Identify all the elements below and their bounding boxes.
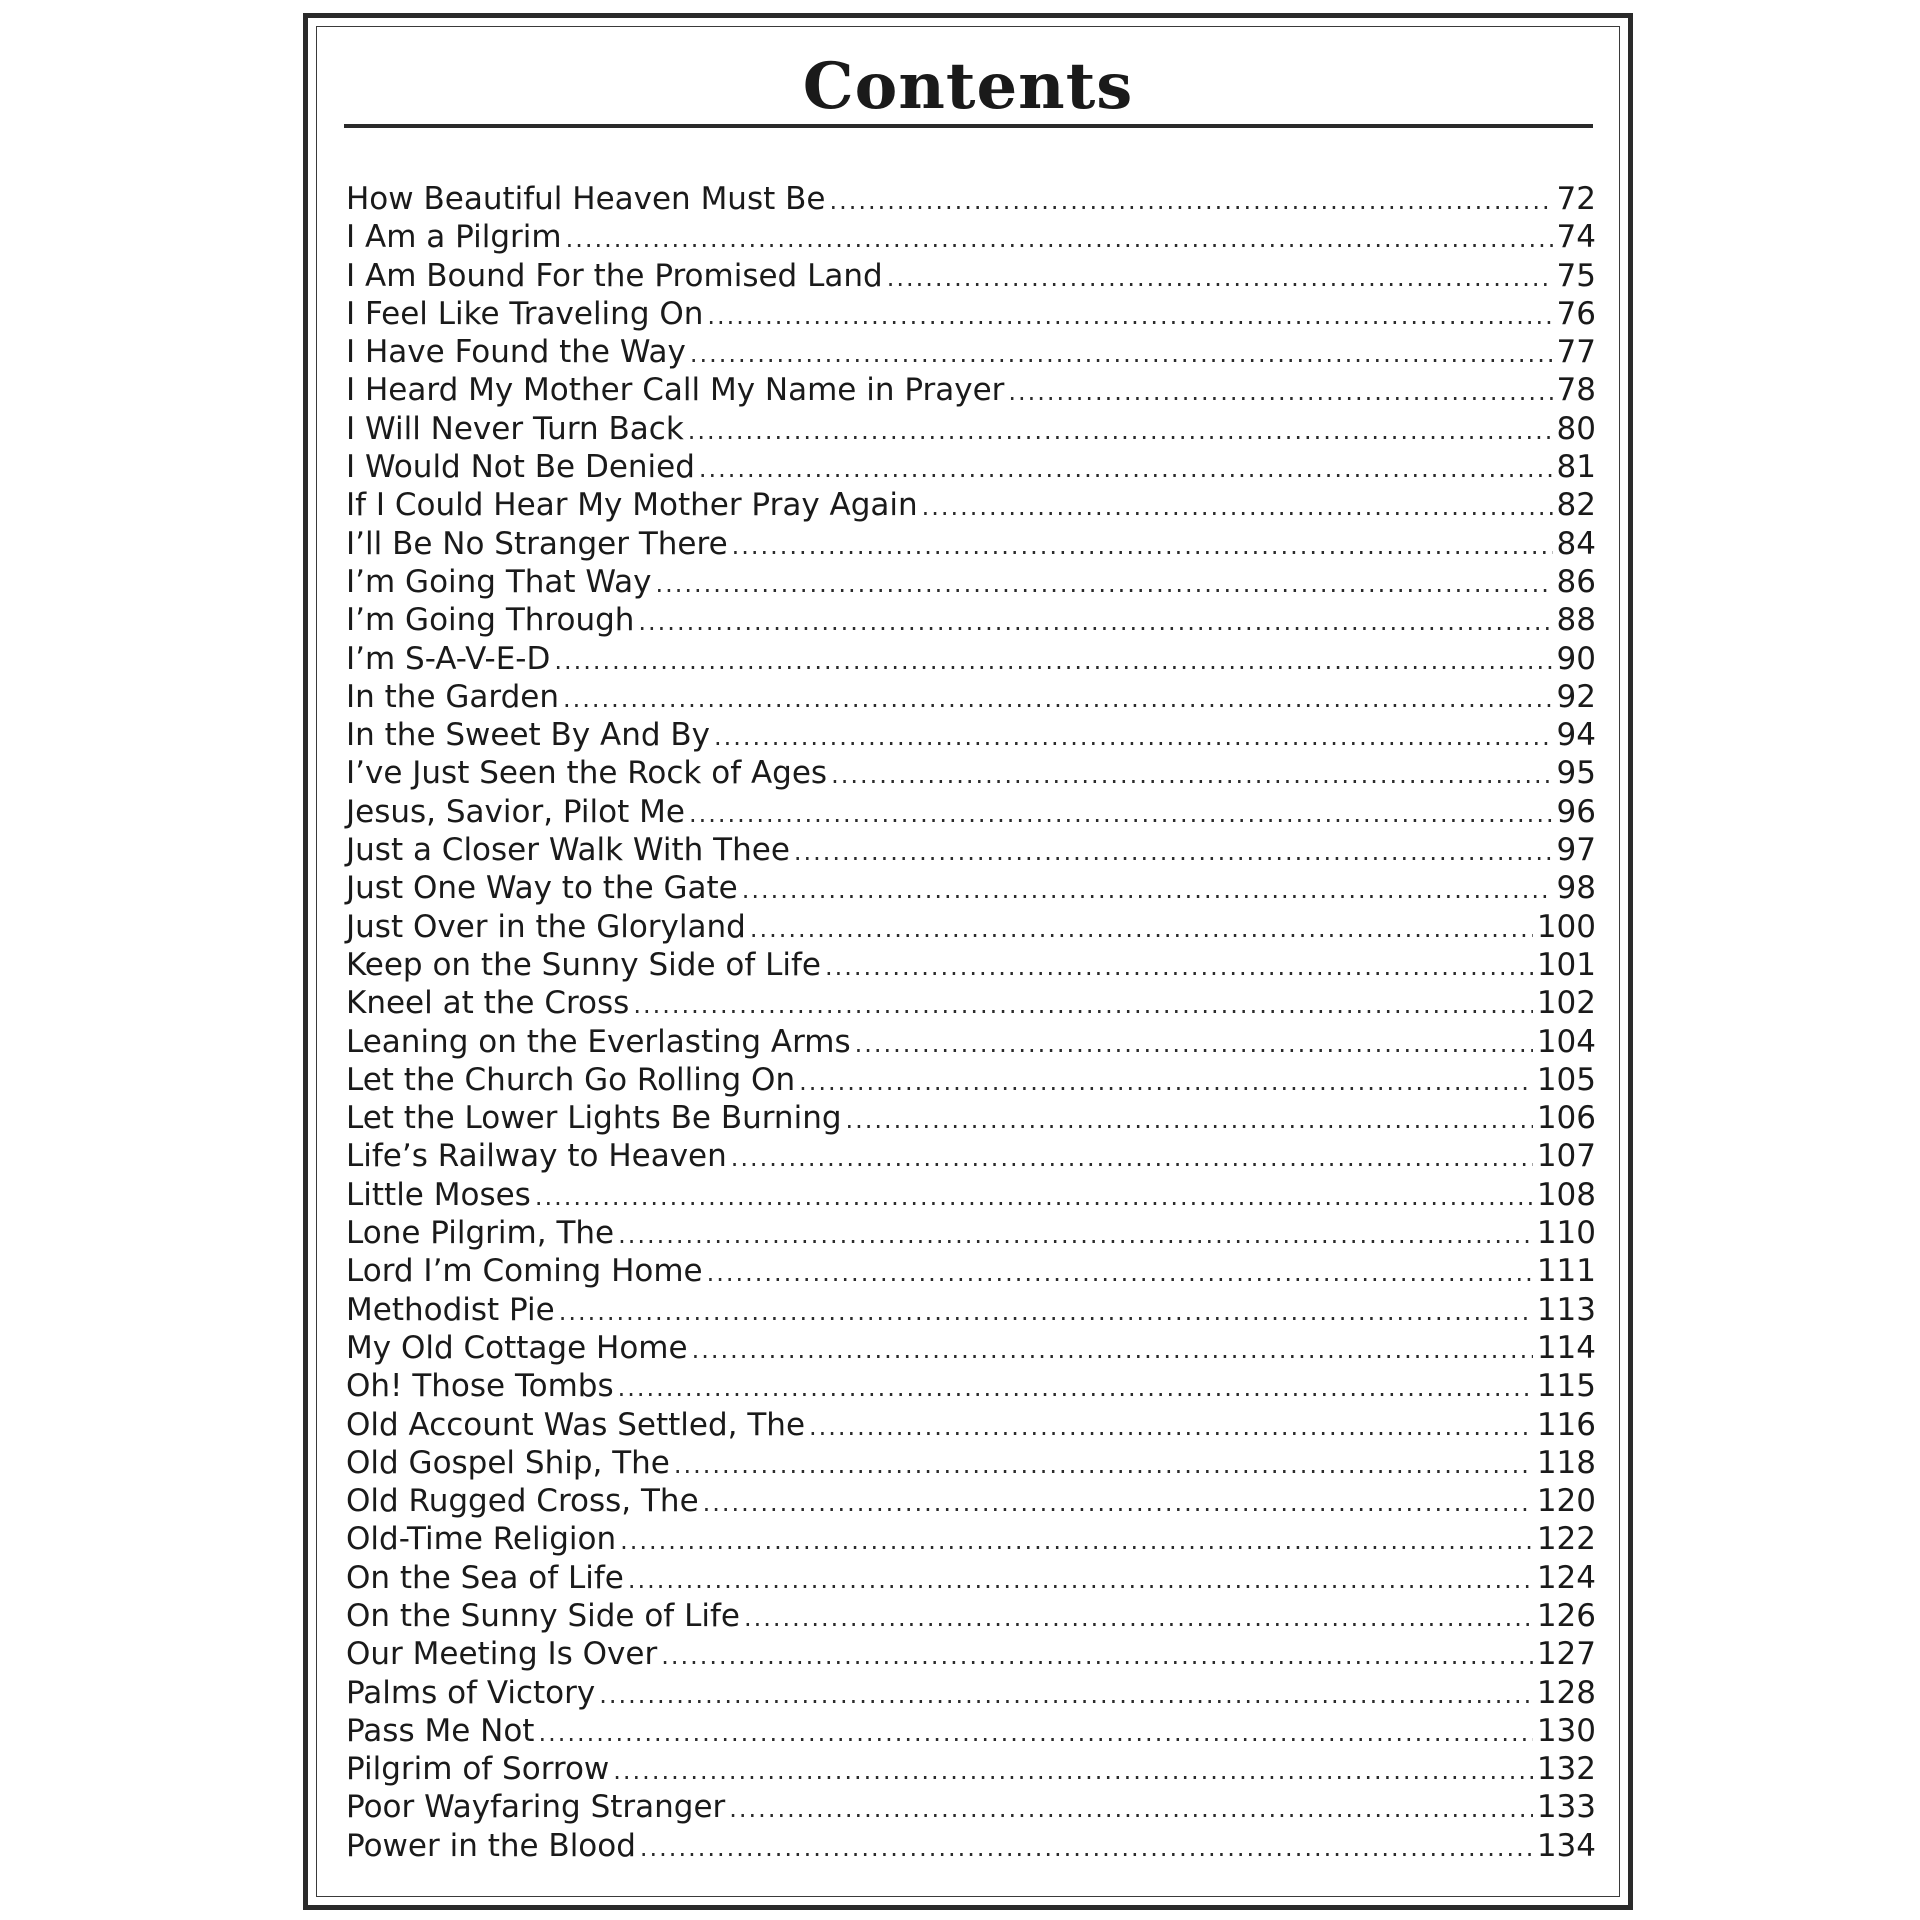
contents-entry: [346, 448, 1596, 486]
entry-page-number: 88: [1556, 602, 1596, 639]
dot-leader: [829, 182, 1552, 220]
entry-title: I’m Going That Way: [346, 563, 652, 600]
entry-title: I Am Bound For the Promised Land: [346, 257, 883, 294]
contents-entry: [346, 908, 1596, 946]
entry-title: Jesus, Savior, Pilot Me: [346, 793, 685, 830]
entry-page-number: 90: [1556, 640, 1596, 677]
entry-title: Keep on the Sunny Side of Life: [346, 946, 821, 983]
dot-leader: [922, 488, 1553, 526]
entry-title: My Old Cottage Home: [346, 1329, 688, 1366]
entry-page-number: 113: [1536, 1291, 1596, 1328]
contents-entry: [346, 295, 1596, 333]
dot-leader: [688, 412, 1553, 450]
dot-leader: [628, 1561, 1533, 1599]
contents-entry: [346, 257, 1596, 295]
contents-entry: [346, 601, 1596, 639]
dot-leader: [554, 642, 1552, 680]
dot-leader: [620, 1522, 1533, 1560]
entry-title: Let the Church Go Rolling On: [346, 1061, 796, 1098]
entry-title: Pass Me Not: [346, 1712, 535, 1749]
entry-title: Leaning on the Everlasting Arms: [346, 1023, 851, 1060]
entry-page-number: 120: [1536, 1483, 1596, 1520]
dot-leader: [732, 527, 1553, 565]
entry-title: Oh! Those Tombs: [346, 1368, 614, 1405]
entry-title: I Will Never Turn Back: [346, 410, 684, 447]
entry-page-number: 76: [1556, 295, 1596, 332]
entry-title: On the Sea of Life: [346, 1559, 624, 1596]
dot-leader: [707, 1254, 1533, 1292]
dot-leader: [618, 1369, 1533, 1407]
dot-leader: [750, 910, 1533, 948]
entry-title: I Am a Pilgrim: [346, 219, 562, 256]
dot-leader: [640, 1829, 1533, 1867]
dot-leader: [846, 1101, 1533, 1139]
entry-title: I’m S-A-V-E-D: [346, 640, 551, 677]
entry-title: Old Gospel Ship, The: [346, 1444, 670, 1481]
entry-title: Our Meeting Is Over: [346, 1636, 658, 1673]
dot-leader: [633, 986, 1533, 1024]
dot-leader: [689, 795, 1553, 833]
entry-title: Kneel at the Cross: [346, 985, 630, 1022]
contents-entry: [346, 1329, 1596, 1367]
contents-entry: [346, 640, 1596, 678]
contents-entry: [346, 984, 1596, 1022]
entry-page-number: 111: [1536, 1253, 1596, 1290]
entry-page-number: 74: [1556, 219, 1596, 256]
contents-entry: [346, 1788, 1596, 1826]
entry-title: I’m Going Through: [346, 602, 635, 639]
entry-page-number: 107: [1536, 1138, 1596, 1175]
dot-leader: [729, 1790, 1533, 1828]
entry-page-number: 77: [1556, 334, 1596, 371]
contents-entry: [346, 1176, 1596, 1214]
entry-page-number: 81: [1556, 449, 1596, 486]
entry-title: Little Moses: [346, 1176, 531, 1213]
entry-title: In the Garden: [346, 678, 559, 715]
entry-page-number: 128: [1536, 1674, 1596, 1711]
contents-entry: [346, 1252, 1596, 1290]
contents-entry: [346, 563, 1596, 601]
entry-title: Pilgrim of Sorrow: [346, 1751, 610, 1788]
entry-page-number: 92: [1556, 678, 1596, 715]
dot-leader: [1008, 373, 1552, 411]
contents-entry: [346, 1635, 1596, 1673]
contents-entry: [346, 946, 1596, 984]
entry-page-number: 133: [1536, 1789, 1596, 1826]
dot-leader: [690, 335, 1553, 373]
entry-page-number: 78: [1556, 372, 1596, 409]
page-frame-inner-border: [316, 26, 1620, 1897]
contents-entry: [346, 1214, 1596, 1252]
contents-entry: [346, 1597, 1596, 1635]
entry-title: I Heard My Mother Call My Name in Prayer: [346, 372, 1005, 409]
dot-leader: [799, 1063, 1533, 1101]
entry-page-number: 72: [1556, 181, 1596, 217]
entry-page-number: 122: [1536, 1521, 1596, 1558]
contents-entry: [346, 1674, 1596, 1712]
contents-entry: [346, 1291, 1596, 1329]
entry-title: I’ll Be No Stranger There: [346, 525, 728, 562]
entry-page-number: 104: [1536, 1023, 1596, 1060]
dot-leader: [563, 680, 1553, 718]
dot-leader: [618, 1216, 1533, 1254]
entry-page-number: 86: [1556, 563, 1596, 600]
contents-entry: [346, 218, 1596, 256]
dot-leader: [559, 1293, 1533, 1331]
entry-page-number: 106: [1536, 1100, 1596, 1137]
entry-page-number: 130: [1536, 1712, 1596, 1749]
entry-page-number: 97: [1556, 832, 1596, 869]
entry-title: In the Sweet By And By: [346, 717, 711, 754]
contents-entry: [346, 1367, 1596, 1405]
dot-leader: [538, 1714, 1532, 1752]
entry-page-number: 96: [1556, 793, 1596, 830]
entry-page-number: 134: [1536, 1827, 1596, 1864]
contents-entry: [346, 678, 1596, 716]
dot-leader: [855, 1025, 1533, 1063]
entry-title: I Have Found the Way: [346, 334, 686, 371]
entry-page-number: 114: [1536, 1329, 1596, 1366]
contents-entry: [346, 1099, 1596, 1137]
entry-page-number: 82: [1556, 487, 1596, 524]
entry-page-number: 108: [1536, 1176, 1596, 1213]
entry-page-number: 105: [1536, 1061, 1596, 1098]
dot-leader: [731, 1139, 1533, 1177]
contents-entry: [346, 1444, 1596, 1482]
entry-page-number: 102: [1536, 985, 1596, 1022]
entry-title: Lord I’m Coming Home: [346, 1253, 703, 1290]
contents-entry: [346, 1559, 1596, 1597]
entry-title: Just a Closer Walk With Thee: [346, 832, 790, 869]
dot-leader: [661, 1637, 1533, 1675]
entry-title: If I Could Hear My Mother Pray Again: [346, 487, 918, 524]
entry-title: Poor Wayfaring Stranger: [346, 1789, 726, 1826]
contents-list: [346, 180, 1596, 1865]
contents-entry: [346, 1482, 1596, 1520]
dot-leader: [535, 1178, 1533, 1216]
entry-title: Power in the Blood: [346, 1827, 636, 1864]
entry-title: Palms of Victory: [346, 1674, 596, 1711]
entry-page-number: 116: [1536, 1406, 1596, 1443]
entry-page-number: 98: [1556, 870, 1596, 907]
entry-title: Old-Time Religion: [346, 1521, 617, 1558]
contents-entry: [346, 333, 1596, 371]
contents-entry: [346, 410, 1596, 448]
dot-leader: [744, 1599, 1533, 1637]
entry-page-number: 110: [1536, 1215, 1596, 1252]
contents-entry: [346, 180, 1596, 218]
entry-page-number: 132: [1536, 1751, 1596, 1788]
page-frame: [303, 13, 1633, 1910]
entry-page-number: 115: [1536, 1368, 1596, 1405]
dot-leader: [638, 603, 1552, 641]
contents-entry: [346, 1061, 1596, 1099]
dot-leader: [566, 220, 1553, 258]
contents-entry: [346, 869, 1596, 907]
entry-title: Just One Way to the Gate: [346, 870, 738, 907]
dot-leader: [831, 756, 1552, 794]
dot-leader: [599, 1676, 1533, 1714]
contents-entry: [346, 1406, 1596, 1444]
dot-leader: [825, 948, 1533, 986]
contents-entry: [346, 1137, 1596, 1175]
dot-leader: [613, 1752, 1533, 1790]
entry-page-number: 80: [1556, 410, 1596, 447]
dot-leader: [714, 718, 1553, 756]
dot-leader: [887, 259, 1553, 297]
entry-title: Just Over in the Gloryland: [346, 908, 746, 945]
entry-page-number: 94: [1556, 717, 1596, 754]
contents-entry: [346, 486, 1596, 524]
entry-page-number: 126: [1536, 1597, 1596, 1634]
entry-page-number: 95: [1556, 755, 1596, 792]
dot-leader: [692, 1331, 1533, 1369]
entry-title: How Beautiful Heaven Must Be: [346, 181, 826, 217]
entry-page-number: 84: [1556, 525, 1596, 562]
entry-title: Lone Pilgrim, The: [346, 1215, 615, 1252]
entry-page-number: 100: [1536, 908, 1596, 945]
contents-entry: [346, 793, 1596, 831]
entry-title: Life’s Railway to Heaven: [346, 1138, 727, 1175]
title-rule: [344, 124, 1593, 128]
page-title: Contents: [802, 49, 1134, 124]
contents-entry: [346, 1827, 1596, 1865]
entry-page-number: 75: [1556, 257, 1596, 294]
entry-page-number: 118: [1536, 1444, 1596, 1481]
contents-entry: [346, 371, 1596, 409]
entry-title: I Feel Like Traveling On: [346, 295, 704, 332]
entry-page-number: 127: [1536, 1636, 1596, 1673]
dot-leader: [794, 833, 1553, 871]
dot-leader: [703, 1484, 1533, 1522]
dot-leader: [674, 1446, 1533, 1484]
contents-entry: [346, 525, 1596, 563]
dot-leader: [655, 565, 1552, 603]
dot-leader: [707, 297, 1552, 335]
entry-title: Old Rugged Cross, The: [346, 1483, 699, 1520]
contents-entry: [346, 1520, 1596, 1558]
entry-title: I’ve Just Seen the Rock of Ages: [346, 755, 828, 792]
dot-leader: [699, 450, 1553, 488]
entry-title: Methodist Pie: [346, 1291, 555, 1328]
contents-entry: [346, 716, 1596, 754]
entry-title: Let the Lower Lights Be Burning: [346, 1100, 842, 1137]
entry-page-number: 124: [1536, 1559, 1596, 1596]
contents-entry: [346, 1023, 1596, 1061]
contents-entry: [346, 754, 1596, 792]
entry-title: On the Sunny Side of Life: [346, 1597, 740, 1634]
entry-page-number: 101: [1536, 946, 1596, 983]
contents-entry: [346, 831, 1596, 869]
entry-title: I Would Not Be Denied: [346, 449, 695, 486]
entry-title: Old Account Was Settled, The: [346, 1406, 806, 1443]
dot-leader: [809, 1408, 1533, 1446]
contents-entry: [346, 1750, 1596, 1788]
dot-leader: [742, 871, 1553, 909]
contents-entry: [346, 1712, 1596, 1750]
